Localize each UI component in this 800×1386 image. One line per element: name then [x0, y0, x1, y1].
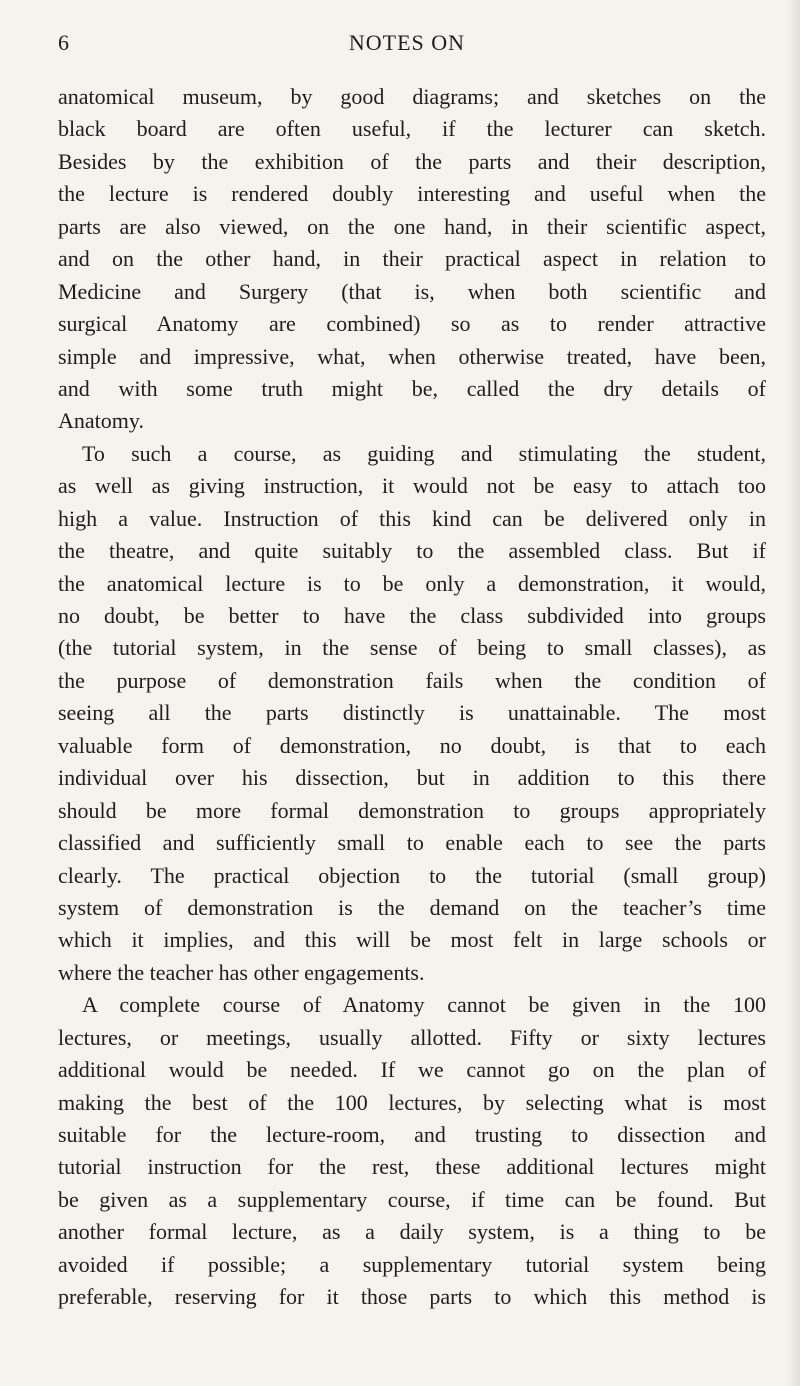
text-line: as well as giving instruction, it would not be easy to attach too [58, 473, 766, 499]
text-line: individual over his dissection, but in addition to this there [58, 765, 766, 791]
page-edge-shadow [786, 0, 800, 1386]
text-line: be given as a supplementary course, if time can be found. But [58, 1186, 766, 1212]
text-line: system of demonstration is the demand on the teacher’s time [58, 894, 766, 920]
page-number: 6 [58, 30, 69, 55]
text-line: and on the other hand, in their practical aspect in relation to [58, 246, 766, 272]
text-line: the purpose of demonstration fails when the condition of [58, 667, 766, 693]
text-line: black board are often useful, if the lecturer can sketch. [58, 116, 766, 142]
text-line: Anatomy. [58, 408, 144, 434]
text-line: high a value. Instruction of this kind can be delivered only in [58, 505, 766, 531]
running-head: NOTES ON [348, 30, 466, 55]
text-line: preferable, reserving for it those parts to which this method is [58, 1284, 766, 1310]
text-line: valuable form of demonstration, no doubt, is that to each [58, 732, 766, 758]
text-line: surgical Anatomy are combined) so as to render attractive [58, 311, 766, 337]
text-line: additional would be needed. If we cannot go on the plan of [58, 1057, 766, 1083]
text-line: simple and impressive, what, when otherwise treated, have been, [58, 343, 766, 369]
text-line: which it implies, and this will be most felt in large schools or [58, 927, 766, 953]
text-line: no doubt, be better to have the class subdivided into groups [58, 603, 766, 628]
text-line: seeing all the parts distinctly is unattainable. The most [58, 700, 766, 726]
text-line: suitable for the lecture-room, and trusting to dissection and [58, 1122, 766, 1147]
text-line: Besides by the exhibition of the parts and their description, [58, 148, 766, 174]
text-line: making the best of the 100 lectures, by selecting what is most [58, 1089, 766, 1115]
text-line: should be more formal demonstration to groups appropriately [58, 797, 766, 823]
page-header [52, 30, 752, 64]
text-line: and with some truth might be, called the dry details of [58, 375, 766, 401]
body-text [58, 81, 766, 1314]
text-line: (the tutorial system, in the sense of being to small classes), as [58, 635, 766, 661]
text-line: parts are also viewed, on the one hand, in their scientific aspect, [58, 213, 766, 239]
text-line: Medicine and Surgery (that is, when both scientific and [58, 278, 766, 304]
text-line: the anatomical lecture is to be only a demonstration, it would, [58, 570, 766, 596]
text-line-paragraph-start: To such a course, as guiding and stimulating the student, [82, 440, 766, 466]
text-line: anatomical museum, by good diagrams; and sketches on the [58, 84, 766, 109]
text-line: the lecture is rendered doubly interesting and useful when the [58, 181, 766, 207]
text-line: another formal lecture, as a daily system, is a thing to be [58, 1219, 766, 1245]
text-line: where the teacher has other engagements. [58, 959, 425, 985]
text-line: the theatre, and quite suitably to the assembled class. But if [58, 538, 766, 564]
text-line: avoided if possible; a supplementary tutorial system being [58, 1251, 766, 1277]
text-line-paragraph-start: A complete course of Anatomy cannot be given in the 100 [82, 992, 766, 1018]
text-line: tutorial instruction for the rest, these additional lectures might [58, 1154, 766, 1180]
text-line: classified and sufficiently small to enable each to see the parts [58, 830, 766, 856]
text-line: lectures, or meetings, usually allotted. Fifty or sixty lectures [58, 1024, 766, 1050]
text-line: clearly. The practical objection to the tutorial (small group) [58, 862, 766, 888]
